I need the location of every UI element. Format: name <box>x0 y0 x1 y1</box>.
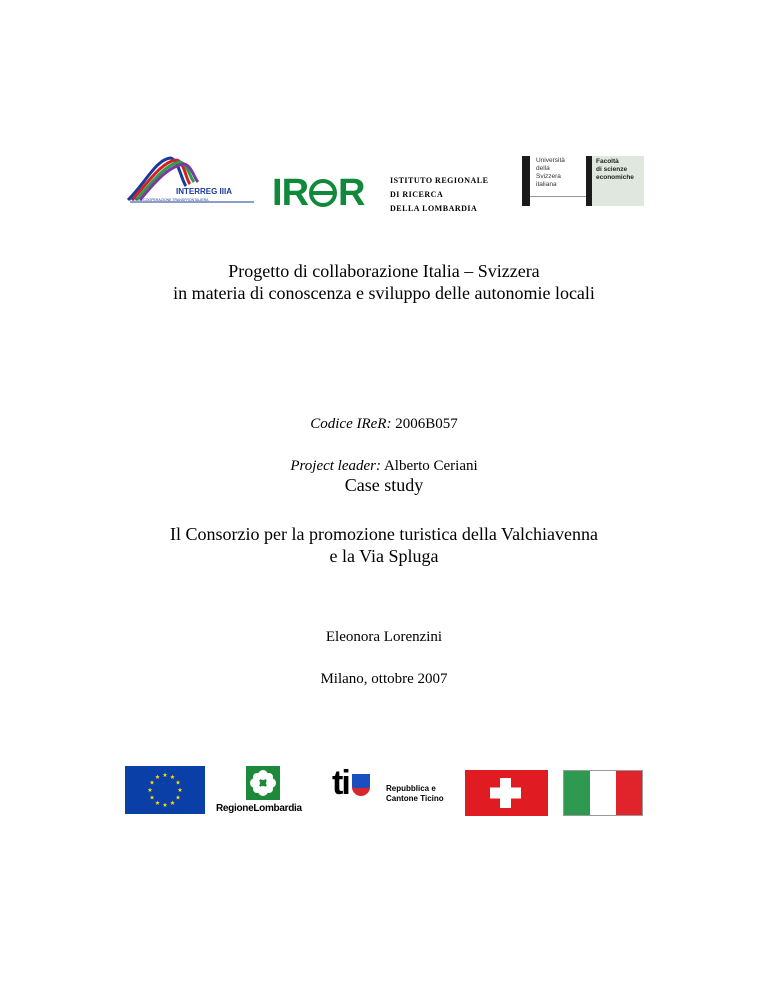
eu-star-icon <box>150 795 155 799</box>
title-line: in materia di conoscenza e sviluppo delle autonomie locali <box>173 283 595 303</box>
usi-line-text: Svizzera <box>536 173 561 180</box>
eu-star-icon <box>163 803 168 807</box>
italy-flag <box>563 770 643 816</box>
irer-name <box>390 174 488 216</box>
irer-logo: IR R <box>272 172 365 214</box>
author-name: Eleonora Lorenzini <box>325 629 443 645</box>
eu-star-icon <box>155 801 160 805</box>
code-label: Codice IReR: <box>310 416 392 432</box>
eu-star-icon <box>155 775 160 779</box>
ticino-line: Repubblica e <box>386 784 436 793</box>
italy-white-band <box>590 771 616 815</box>
irer-name-line: DI RICERCA <box>390 190 444 199</box>
eu-star-icon <box>170 775 175 779</box>
usi-bar <box>522 156 530 206</box>
subtitle-line: Il Consorzio per la promozione turistica della Valchiavenna <box>169 524 599 544</box>
interreg-label: INTERREG IIIA <box>176 187 233 196</box>
irer-name-line: ISTITUTO REGIONALE <box>390 176 489 185</box>
eu-star-icon <box>148 788 153 792</box>
eu-star-icon <box>170 801 175 805</box>
usi-faculty-line: Facoltà <box>596 158 619 165</box>
eu-flag <box>125 766 205 814</box>
usi-line-text: italiana <box>536 181 557 188</box>
publication-date: Milano, ottobre 2007 <box>320 671 448 687</box>
ticino-line: Cantone Ticino <box>386 794 444 803</box>
eu-star-icon <box>176 795 181 799</box>
leader-label: Project leader: <box>290 458 381 474</box>
irer-name-line: DELLA LOMBARDIA <box>390 204 478 213</box>
code-value: 2006B057 <box>395 416 458 432</box>
italy-red-band <box>616 771 642 815</box>
italy-green-band <box>564 771 590 815</box>
interreg-tagline: PER LA COOPERAZIONE TRANSFRONTALIERA <box>130 198 209 202</box>
eu-star-icon <box>176 780 181 784</box>
project-code <box>0 416 768 433</box>
ticino-name <box>386 784 444 804</box>
eu-stars <box>125 766 205 814</box>
case-study-title <box>0 523 768 567</box>
ti-text: ti <box>332 764 349 802</box>
eu-star-icon <box>178 788 183 792</box>
usi-divider <box>530 196 588 197</box>
usi-faculty-line: di scienze <box>596 166 628 173</box>
usi-line-text: della <box>536 165 550 172</box>
ticino-logo <box>332 764 370 803</box>
leader-value: Alberto Ceriani <box>383 458 478 474</box>
project-leader <box>0 458 768 475</box>
project-title <box>0 260 768 304</box>
case-study-heading: Case study <box>344 475 424 495</box>
usi-faculty-line: economiche <box>596 174 634 181</box>
lombardia-rose-mark <box>246 766 280 800</box>
swiss-cross-icon <box>483 776 528 810</box>
subtitle-line: e la Via Spluga <box>329 546 439 566</box>
ticino-shield-icon <box>352 774 370 796</box>
usi-faculty-name <box>596 158 634 182</box>
usi-line-text: Università <box>536 157 565 164</box>
usi-university-name <box>536 157 565 189</box>
eu-star-icon <box>150 780 155 784</box>
lombardia-logo-text: RegioneLombardia <box>216 803 302 814</box>
eu-star-icon <box>163 773 168 777</box>
title-line: Progetto di collaborazione Italia – Svizzera <box>228 261 540 281</box>
